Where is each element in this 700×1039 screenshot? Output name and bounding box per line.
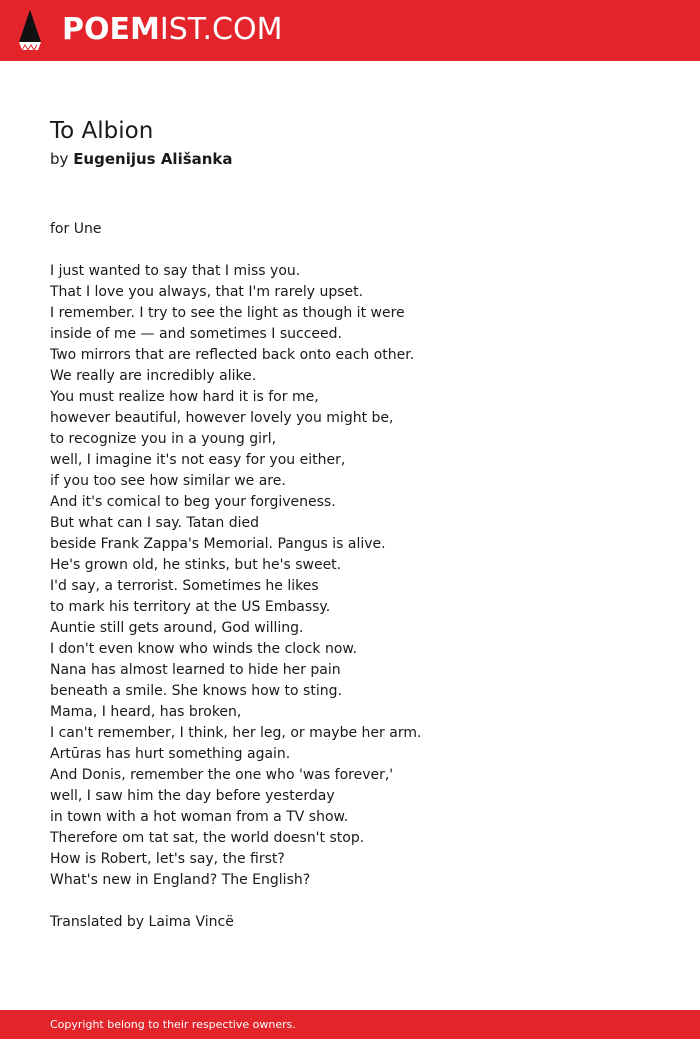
- poem-line: I don't even know who winds the clock now.: [50, 641, 358, 657]
- poem-line: beneath a smile. She knows how to sting.: [50, 683, 342, 699]
- poem-line: Artūras has hurt something again.: [50, 746, 291, 762]
- stanza-gap: [50, 240, 670, 261]
- poem-line: well, I saw him the day before yesterday: [50, 788, 335, 804]
- poem-body: [50, 219, 670, 933]
- poem-title: To Albion: [50, 118, 154, 144]
- site-logo-wordmark[interactable]: [62, 12, 282, 48]
- poem-lines: [50, 261, 670, 891]
- site-footer: [0, 1010, 700, 1039]
- poem-line: How is Robert, let's say, the first?: [50, 851, 285, 867]
- poem-line: And it's comical to beg your forgiveness.: [50, 494, 336, 510]
- poem-line: Therefore om tat sat, the world doesn't stop.: [50, 830, 365, 846]
- poem-line: Nana has almost learned to hide her pain: [50, 662, 341, 678]
- poem-dedication: for Une: [50, 221, 102, 237]
- poem-line: I just wanted to say that I miss you.: [50, 263, 301, 279]
- poem-line: We really are incredibly alike.: [50, 368, 257, 384]
- pencil-tip-icon[interactable]: [18, 9, 42, 51]
- poem-line: beside Frank Zappa's Memorial. Pangus is alive.: [50, 536, 386, 552]
- poem-line: That I love you always, that I'm rarely upset.: [50, 284, 364, 300]
- poem-line: to mark his territory at the US Embassy.: [50, 599, 331, 615]
- poem-line: And Donis, remember the one who 'was forever,': [50, 767, 394, 783]
- brand-bold: POEM: [62, 12, 160, 47]
- poem-line: But what can I say. Tatan died: [50, 515, 259, 531]
- brand-light: IST.COM: [159, 12, 283, 47]
- copyright-text: Copyright belong to their respective owners.: [50, 1018, 296, 1031]
- translator-note: Translated by Laima Vincë: [50, 914, 234, 930]
- poem-line: What's new in England? The English?: [50, 872, 311, 888]
- poem-line: I remember. I try to see the light as though it were: [50, 305, 405, 321]
- poem-line: Two mirrors that are reflected back onto each other.: [50, 347, 415, 363]
- poem-line: I'd say, a terrorist. Sometimes he likes: [50, 578, 319, 594]
- poem-line: well, I imagine it's not easy for you either,: [50, 452, 346, 468]
- poem-line: if you too see how similar we are.: [50, 473, 286, 489]
- poem-line: inside of me — and sometimes I succeed.: [50, 326, 342, 342]
- site-header: [0, 0, 700, 61]
- poem-byline: [50, 149, 233, 169]
- poem-line: however beautiful, however lovely you might be,: [50, 410, 394, 426]
- poem-line: He's grown old, he stinks, but he's sweet.: [50, 557, 342, 573]
- poem-line: Mama, I heard, has broken,: [50, 704, 242, 720]
- poem-line: to recognize you in a young girl,: [50, 431, 277, 447]
- stanza-gap: [50, 891, 670, 912]
- author-name[interactable]: Eugenijus Ališanka: [73, 150, 233, 168]
- poem-line: in town with a hot woman from a TV show.: [50, 809, 349, 825]
- poem-line: You must realize how hard it is for me,: [50, 389, 319, 405]
- by-label: by: [50, 150, 69, 168]
- poem-line: Auntie still gets around, God willing.: [50, 620, 304, 636]
- poem-line: I can't remember, I think, her leg, or maybe her arm.: [50, 725, 422, 741]
